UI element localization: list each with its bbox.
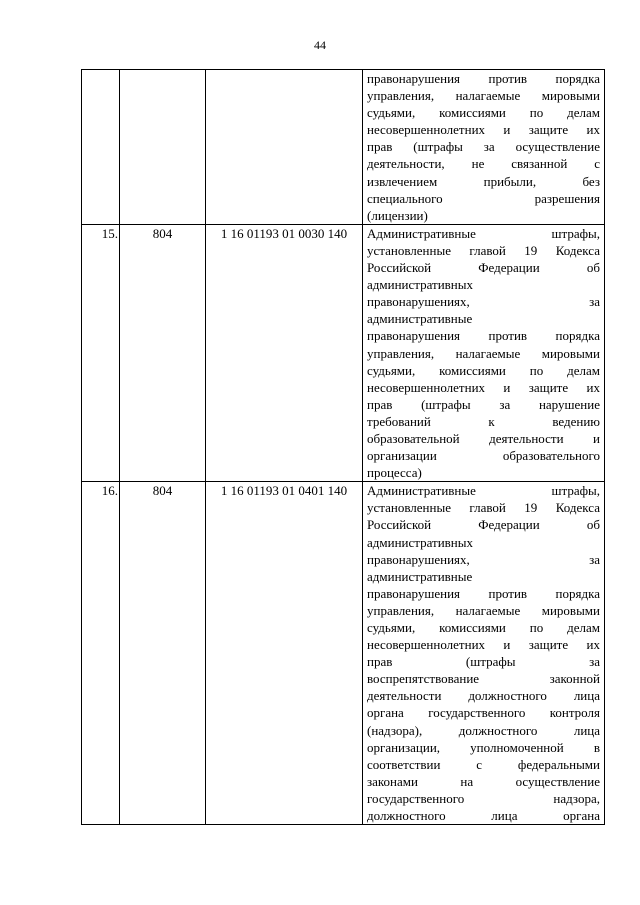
table-body — [82, 70, 605, 825]
description-line: соответствии с федеральными — [367, 756, 600, 772]
description-line: (надзора), должностного лица — [367, 722, 600, 738]
description-line: органа государственного контроля — [367, 705, 600, 721]
description-line: Российской Федерации об — [367, 260, 600, 276]
admin-code-cell: 804 — [120, 224, 206, 481]
description-line: извлечением прибыли, без — [367, 173, 600, 189]
description-line: специального разрешения — [367, 190, 600, 206]
description-line: административные — [367, 568, 473, 584]
description-line: деятельности должностного лица — [367, 688, 600, 704]
description-line: несовершеннолетних и защите их — [367, 637, 600, 653]
description-line: правонарушения против порядка — [367, 328, 600, 344]
table-row — [82, 224, 605, 481]
description-cell — [363, 70, 605, 225]
description-line: прав (штрафы за — [367, 654, 600, 670]
budget-classification-table — [81, 69, 605, 825]
description-cell — [363, 224, 605, 481]
description-line: Российской Федерации об — [367, 517, 600, 533]
admin-code-cell — [120, 70, 206, 225]
row-number-cell: 16. — [82, 482, 120, 825]
row-number-cell — [82, 70, 120, 225]
kbk-code-cell: 1 16 01193 01 0401 140 — [206, 482, 363, 825]
description-line: деятельности, не связанной с — [367, 156, 600, 172]
row-number-cell: 15. — [82, 224, 120, 481]
page-number: 44 — [314, 38, 326, 52]
description-line: управления, налагаемые мировыми — [367, 602, 600, 618]
description-line: требований к ведению — [367, 413, 600, 429]
description-line: несовершеннолетних и защите их — [367, 379, 600, 395]
kbk-code-cell — [206, 70, 363, 225]
description-line: административные — [367, 311, 473, 327]
description-line: Административные штрафы, — [367, 483, 600, 499]
description-cell — [363, 482, 605, 825]
description-line: установленные главой 19 Кодекса — [367, 242, 600, 258]
description-line: несовершеннолетних и защите их — [367, 122, 600, 138]
description-line: установленные главой 19 Кодекса — [367, 500, 600, 516]
description-line: организации образовательного — [367, 448, 600, 464]
table-row — [82, 70, 605, 225]
description-line: прав (штрафы за осуществление — [367, 139, 600, 155]
description-line: правонарушения против порядка — [367, 585, 600, 601]
description-line: образовательной деятельности и — [367, 430, 600, 446]
admin-code-cell: 804 — [120, 482, 206, 825]
description-line: судьями, комиссиями по делам — [367, 620, 600, 635]
description-line: Административные штрафы, — [367, 225, 600, 241]
description-line: административных — [367, 277, 473, 293]
description-line: судьями, комиссиями по делам — [367, 362, 600, 378]
description-line: должностного лица органа — [367, 808, 600, 824]
description-line: воспрепятствование законной — [367, 671, 600, 687]
description-line: управления, налагаемые мировыми — [367, 88, 600, 104]
description-line: правонарушения против порядка — [367, 71, 600, 86]
description-line: организации, уполномоченной в — [367, 739, 600, 755]
description-line: правонарушениях, за — [367, 551, 600, 567]
description-line: правонарушениях, за — [367, 294, 600, 310]
table-row — [82, 482, 605, 825]
description-line: судьями, комиссиями по делам — [367, 105, 600, 121]
description-line: административных — [367, 534, 473, 550]
description-line: процесса) — [367, 465, 422, 481]
kbk-code-cell: 1 16 01193 01 0030 140 — [206, 224, 363, 481]
description-line: государственного надзора, — [367, 790, 600, 806]
description-line: управления, налагаемые мировыми — [367, 345, 600, 361]
description-line: (лицензии) — [367, 207, 428, 223]
description-line: прав (штрафы за нарушение — [367, 396, 600, 412]
description-line: законами на осуществление — [367, 773, 600, 789]
